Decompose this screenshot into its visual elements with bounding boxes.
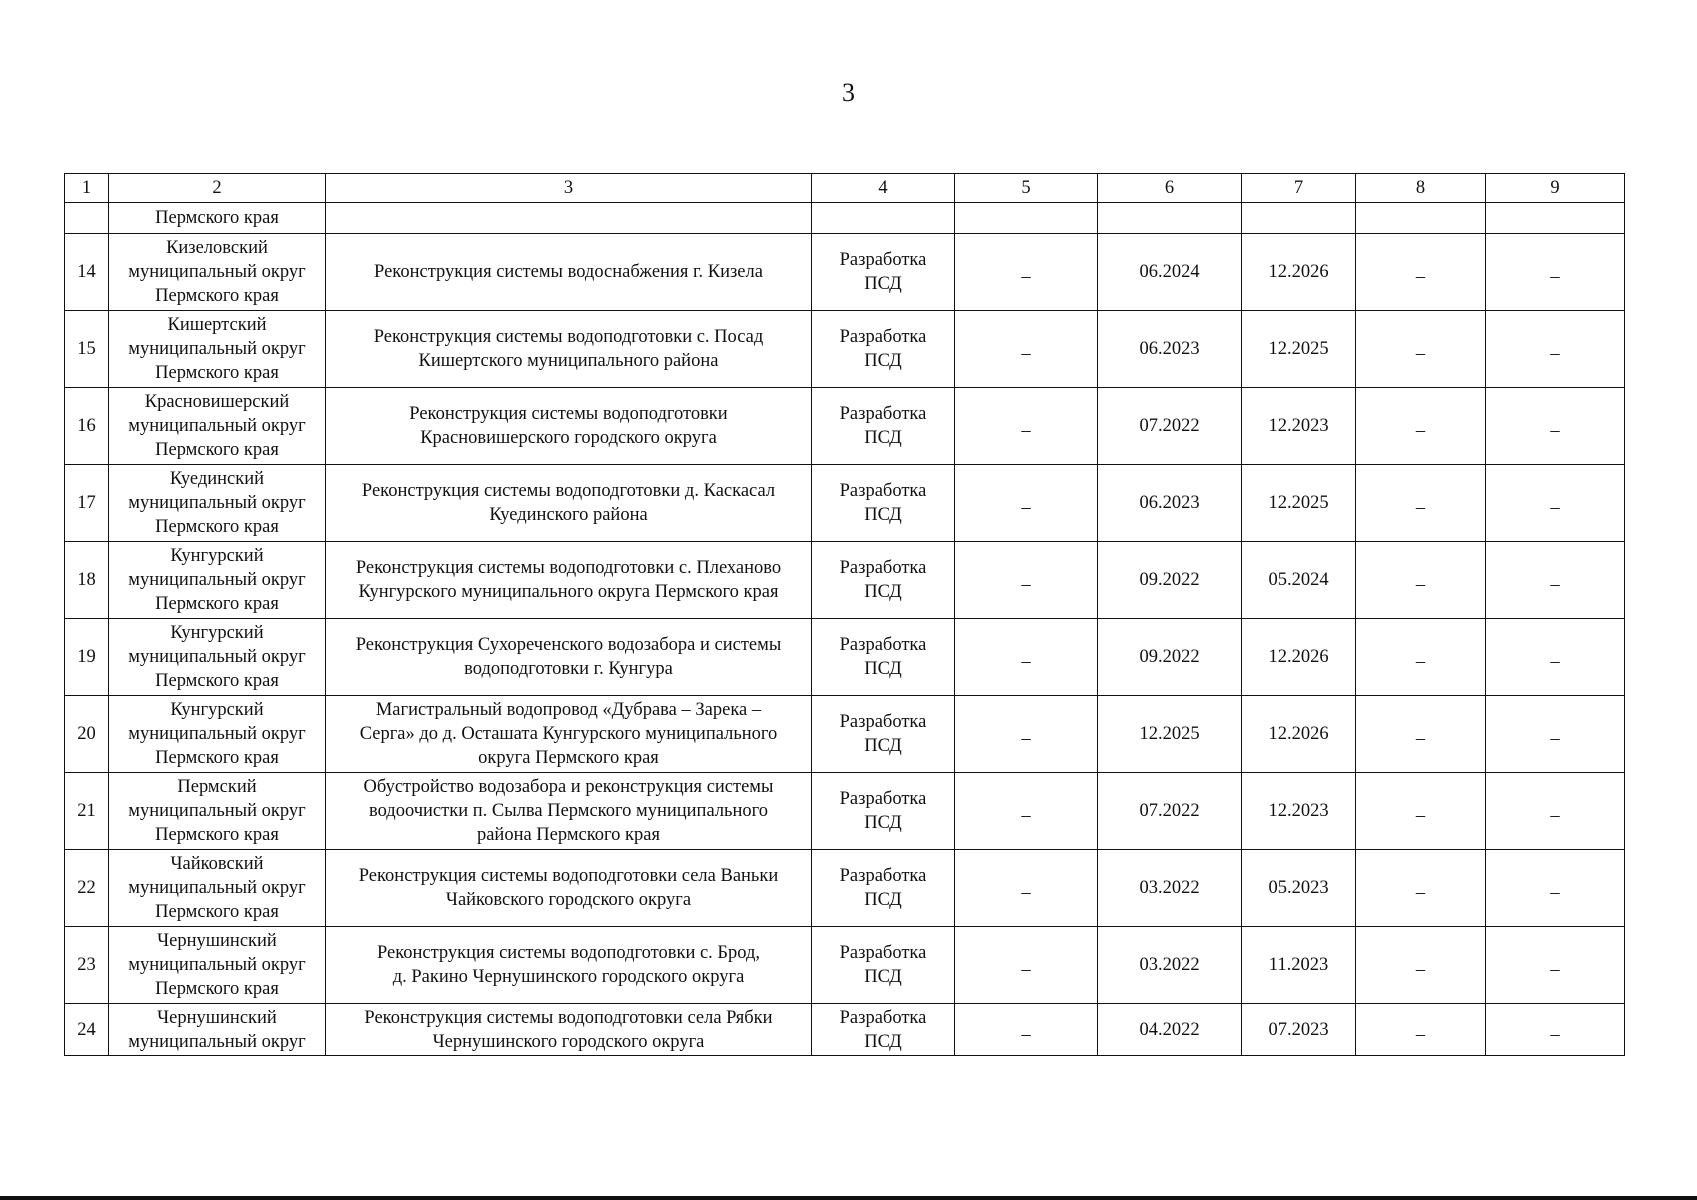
- cell-col5-value: –: [1021, 652, 1031, 672]
- cell-start: [1098, 696, 1242, 773]
- cell-end-value: 05.2023: [1268, 878, 1329, 898]
- cell-object-line: Серга» до д. Осташата Кунгурского муниципального: [359, 724, 778, 744]
- cell-end: [1242, 311, 1356, 388]
- cell-num: [65, 311, 109, 388]
- cell-start: [1098, 203, 1242, 234]
- cell-num-value: 14: [77, 262, 96, 282]
- cell-col5-value: –: [1021, 1024, 1031, 1045]
- cell-start: [1098, 850, 1242, 927]
- cell-object-line: Реконструкция системы водоподготовки села Ваньки: [358, 866, 779, 886]
- cell-end: [1242, 927, 1356, 1004]
- cell-municipality: [109, 696, 326, 773]
- cell-object-line: Куединского района: [489, 505, 648, 525]
- cell-municipality-line: Чайковский: [170, 854, 264, 874]
- cell-start-value: 04.2022: [1139, 1019, 1200, 1040]
- cell-object: [326, 619, 812, 696]
- cell-object-line: Обустройство водозабора и реконструкция системы: [363, 777, 774, 797]
- cell-end: [1242, 465, 1356, 542]
- cell-end-value: 12.2026: [1268, 724, 1329, 744]
- cell-col5-value: –: [1021, 883, 1031, 903]
- column-header: 1: [65, 174, 109, 203]
- cell-municipality-line: муниципальный округ: [128, 878, 306, 898]
- cell-end: [1242, 850, 1356, 927]
- cell-num-value: 22: [77, 878, 96, 898]
- cell-col9: [1486, 927, 1625, 1004]
- cell-municipality: [109, 465, 326, 542]
- cell-col9-value: –: [1550, 652, 1560, 672]
- cell-stage: [812, 619, 955, 696]
- cell-col8: [1356, 542, 1486, 619]
- table-row: [65, 311, 1625, 388]
- cell-start-value: 09.2022: [1139, 570, 1200, 590]
- cell-col9-value: –: [1550, 498, 1560, 518]
- cell-stage-line: ПСД: [864, 351, 902, 371]
- cell-col5-value: –: [1021, 806, 1031, 826]
- cell-num-value: 17: [77, 493, 96, 513]
- cell-municipality-line: Пермского края: [155, 825, 279, 845]
- cell-col8-value: –: [1415, 806, 1426, 826]
- cell-col9-value: –: [1550, 729, 1560, 749]
- cell-num: [65, 773, 109, 850]
- cell-stage-line: ПСД: [864, 505, 902, 525]
- cell-start: [1098, 388, 1242, 465]
- cell-start-value: 06.2024: [1139, 262, 1200, 282]
- cell-start-value: 06.2023: [1139, 493, 1200, 513]
- cell-stage-line: ПСД: [864, 428, 902, 448]
- cell-stage: [812, 927, 955, 1004]
- cell-col5: [955, 234, 1098, 311]
- cell-end-value: 12.2026: [1268, 647, 1329, 667]
- cell-object: [326, 773, 812, 850]
- cell-object-line: Кунгурского муниципального округа Пермского края: [358, 582, 779, 602]
- cell-start-value: 12.2025: [1139, 724, 1200, 744]
- cell-start: [1098, 542, 1242, 619]
- cell-stage-line: ПСД: [864, 1031, 902, 1052]
- cell-object-line: Чайковского городского округа: [445, 890, 692, 910]
- cell-object: [326, 465, 812, 542]
- cell-stage: [812, 1004, 955, 1056]
- cell-end-value: 11.2023: [1268, 955, 1329, 975]
- cell-col5-value: –: [1021, 344, 1031, 364]
- cell-num: [65, 542, 109, 619]
- cell-municipality-line: Пермского края: [155, 517, 279, 537]
- cell-col8-value: –: [1415, 575, 1426, 595]
- cell-stage: [812, 465, 955, 542]
- cell-stage-line: ПСД: [864, 736, 902, 756]
- table-body: [65, 174, 1625, 1056]
- cell-col5: [955, 1004, 1098, 1056]
- cell-municipality: [109, 773, 326, 850]
- cell-num-value: 20: [77, 724, 96, 744]
- cell-stage: [812, 234, 955, 311]
- cell-col8: [1356, 465, 1486, 542]
- cell-end-value: 12.2026: [1268, 262, 1329, 282]
- cell-end-value: 12.2023: [1268, 801, 1329, 821]
- cell-object: [326, 696, 812, 773]
- cell-stage-line: ПСД: [864, 274, 902, 294]
- cell-municipality-line: Пермского края: [155, 440, 279, 460]
- cell-col9: [1486, 850, 1625, 927]
- cell-col5: [955, 388, 1098, 465]
- cell-municipality-line: Кишертский: [167, 315, 267, 335]
- cell-object-line: водоочистки п. Сылва Пермского муниципального: [368, 801, 769, 821]
- cell-stage: [812, 773, 955, 850]
- cell-num: [65, 1004, 109, 1056]
- cell-end-value: 12.2025: [1268, 339, 1329, 359]
- cell-municipality: [109, 619, 326, 696]
- column-header: 6: [1098, 174, 1242, 203]
- cell-municipality-line: муниципальный округ: [128, 493, 306, 513]
- cell-col8: [1356, 927, 1486, 1004]
- cell-start: [1098, 619, 1242, 696]
- cell-municipality-line: муниципальный округ: [128, 339, 306, 359]
- cell-municipality-line: муниципальный округ: [128, 724, 306, 744]
- cell-start-value: 03.2022: [1139, 955, 1200, 975]
- table-row: [65, 619, 1625, 696]
- column-header: 5: [955, 174, 1098, 203]
- cell-start: [1098, 234, 1242, 311]
- cell-col5-value: –: [1021, 498, 1031, 518]
- cell-num: [65, 696, 109, 773]
- cell-num-value: 23: [77, 955, 96, 975]
- cell-col5: [955, 619, 1098, 696]
- table-row: [65, 234, 1625, 311]
- cell-col8-value: –: [1415, 960, 1426, 980]
- cell-municipality-line: Пермского края: [155, 594, 279, 614]
- cell-stage-line: Разработка: [839, 481, 927, 501]
- cell-municipality-line: Куединский: [169, 469, 265, 489]
- cell-stage-line: ПСД: [864, 890, 902, 910]
- cell-object-line: Кишертского муниципального района: [418, 351, 719, 371]
- cell-municipality: [109, 234, 326, 311]
- cell-stage-line: Разработка: [839, 866, 927, 886]
- cell-num-value: 24: [77, 1019, 96, 1040]
- cell-col5: [955, 773, 1098, 850]
- cell-municipality-line: муниципальный округ: [128, 416, 306, 436]
- cell-col8-value: –: [1415, 652, 1426, 672]
- cell-stage: [812, 850, 955, 927]
- cell-object-line: Реконструкция системы водоподготовки с. Плеханово: [355, 558, 782, 578]
- cell-stage-line: Разработка: [839, 327, 927, 347]
- cell-col8: [1356, 234, 1486, 311]
- cell-municipality-line: муниципальный округ: [128, 955, 306, 975]
- cell-municipality-line: Пермского края: [155, 748, 279, 768]
- cell-col5-value: –: [1021, 960, 1031, 980]
- cell-col5: [955, 203, 1098, 234]
- cell-col8: [1356, 1004, 1486, 1056]
- cell-col5-value: –: [1021, 575, 1031, 595]
- cell-municipality-line: Чернушинский: [157, 1007, 277, 1028]
- cell-stage-line: Разработка: [839, 789, 927, 809]
- cell-col9-value: –: [1550, 344, 1560, 364]
- cell-col9-value: –: [1550, 883, 1560, 903]
- cell-object-line: Реконструкция системы водоподготовки д. Каскасал: [361, 481, 776, 501]
- cell-stage-line: Разработка: [839, 635, 927, 655]
- cell-object-line: д. Ракино Чернушинского городского округа: [392, 967, 745, 987]
- cell-col5: [955, 311, 1098, 388]
- cell-municipality-line: муниципальный округ: [128, 647, 306, 667]
- cell-start: [1098, 1004, 1242, 1056]
- cell-col8: [1356, 696, 1486, 773]
- cell-num-value: 21: [77, 801, 96, 821]
- table-row: [65, 1004, 1625, 1056]
- cell-municipality-line: Кунгурский: [170, 623, 264, 643]
- continuation-row: [65, 203, 1625, 234]
- cell-end: [1242, 1004, 1356, 1056]
- cell-num-value: 16: [77, 416, 96, 436]
- cell-object-line: Красновишерского городского округа: [420, 428, 717, 448]
- cell-stage-line: Разработка: [839, 712, 927, 732]
- cell-col8-value: –: [1415, 883, 1426, 903]
- table-row: [65, 696, 1625, 773]
- cell-col5: [955, 465, 1098, 542]
- cell-stage-line: Разработка: [839, 558, 927, 578]
- cell-object: [326, 203, 812, 234]
- cell-stage-line: Разработка: [839, 943, 927, 963]
- cell-col9-value: –: [1550, 806, 1560, 826]
- cell-stage: [812, 542, 955, 619]
- cell-object-line: Реконструкция системы водоподготовки: [409, 404, 728, 424]
- cell-municipality-line: Пермский: [177, 777, 257, 797]
- cell-start: [1098, 465, 1242, 542]
- cell-municipality-line: Чернушинский: [157, 931, 277, 951]
- cell-col9-value: –: [1550, 421, 1560, 441]
- cell-object: [326, 234, 812, 311]
- cell-municipality-line: муниципальный округ: [128, 570, 306, 590]
- cell-stage-line: Разработка: [839, 404, 927, 424]
- cell-object: [326, 542, 812, 619]
- cell-start: [1098, 311, 1242, 388]
- cell-col9: [1486, 1004, 1625, 1056]
- cell-col8: [1356, 773, 1486, 850]
- cell-municipality-line: Пермского края: [155, 979, 279, 999]
- cell-object-line: района Пермского края: [476, 825, 661, 845]
- cell-municipality-line: Пермского края: [155, 363, 279, 383]
- cell-object: [326, 311, 812, 388]
- cell-stage-line: Разработка: [839, 1007, 927, 1028]
- column-header: 4: [812, 174, 955, 203]
- cell-col9: [1486, 465, 1625, 542]
- cell-municipality-line: Пермского края: [155, 286, 279, 306]
- cell-num: [65, 619, 109, 696]
- cell-end-value: 05.2024: [1268, 570, 1329, 590]
- cell-stage-line: ПСД: [864, 813, 902, 833]
- cell-start-value: 07.2022: [1139, 416, 1200, 436]
- cell-col8: [1356, 388, 1486, 465]
- cell-municipality: Пермского края: [109, 203, 326, 234]
- cell-municipality: [109, 311, 326, 388]
- column-header: 8: [1356, 174, 1486, 203]
- page-number: 3: [842, 78, 855, 107]
- cell-col9-value: –: [1550, 267, 1560, 287]
- scan-edge-bar: [0, 1196, 1697, 1200]
- cell-num-value: 18: [77, 570, 96, 590]
- cell-stage: [812, 388, 955, 465]
- cell-start-value: 07.2022: [1139, 801, 1200, 821]
- cell-num: [65, 234, 109, 311]
- cell-col9-value: –: [1550, 960, 1560, 980]
- cell-col5: [955, 927, 1098, 1004]
- cell-col9: [1486, 696, 1625, 773]
- cell-col5-value: –: [1021, 421, 1031, 441]
- cell-municipality: [109, 927, 326, 1004]
- cell-col9-value: –: [1550, 1024, 1560, 1045]
- cell-start-value: 03.2022: [1139, 878, 1200, 898]
- cell-municipality-line: муниципальный округ: [128, 801, 306, 821]
- cell-municipality-line: Красновишерский: [144, 392, 290, 412]
- cell-num-value: 15: [77, 339, 96, 359]
- cell-stage: [812, 203, 955, 234]
- cell-municipality-line: муниципальный округ: [128, 1031, 306, 1052]
- cell-stage-line: ПСД: [864, 967, 902, 987]
- cell-col8-value: –: [1415, 1024, 1426, 1045]
- cell-municipality-line: Пермского края: [155, 671, 279, 691]
- cell-object-line: Реконструкция системы водоснабжения г. Кизела: [374, 262, 763, 282]
- table-row: [65, 773, 1625, 850]
- cell-municipality: [109, 850, 326, 927]
- cell-end-value: 07.2023: [1268, 1019, 1329, 1040]
- cell-stage: [812, 311, 955, 388]
- cell-object-line: Реконструкция системы водоподготовки с. Брод,: [376, 943, 761, 963]
- cell-num-value: 19: [77, 647, 96, 667]
- cell-stage: [812, 696, 955, 773]
- cell-col5: [955, 850, 1098, 927]
- cell-stage-line: ПСД: [864, 582, 902, 602]
- column-number-header-row: [65, 174, 1625, 203]
- cell-col8: [1356, 203, 1486, 234]
- column-header: 9: [1486, 174, 1625, 203]
- program-table: [64, 173, 1625, 1056]
- cell-start-value: 09.2022: [1139, 647, 1200, 667]
- cell-col9: [1486, 542, 1625, 619]
- cell-col9-value: –: [1550, 575, 1560, 595]
- cell-object-line: Чернушинского городского округа: [432, 1031, 705, 1052]
- cell-col8: [1356, 311, 1486, 388]
- cell-col5-value: –: [1021, 729, 1031, 749]
- cell-col8-value: –: [1415, 421, 1426, 441]
- cell-num: [65, 465, 109, 542]
- cell-end: [1242, 542, 1356, 619]
- cell-col8: [1356, 850, 1486, 927]
- cell-end: [1242, 696, 1356, 773]
- cell-col9: [1486, 619, 1625, 696]
- cell-col8-value: –: [1415, 267, 1426, 287]
- cell-col9: [1486, 773, 1625, 850]
- cell-col5: [955, 542, 1098, 619]
- cell-end: [1242, 388, 1356, 465]
- cell-col9: [1486, 234, 1625, 311]
- cell-end: [1242, 234, 1356, 311]
- cell-object-line: округа Пермского края: [478, 748, 659, 768]
- cell-end-value: 12.2025: [1268, 493, 1329, 513]
- table-row: [65, 388, 1625, 465]
- cell-start: [1098, 927, 1242, 1004]
- cell-object-line: Реконструкция системы водоподготовки села Рябки: [364, 1007, 773, 1028]
- cell-municipality-line: муниципальный округ: [128, 262, 306, 282]
- cell-municipality-line: Кунгурский: [170, 700, 264, 720]
- cell-municipality-line: Пермского края: [155, 902, 279, 922]
- cell-stage-line: Разработка: [839, 250, 927, 270]
- table-row: [65, 850, 1625, 927]
- column-header: 7: [1242, 174, 1356, 203]
- cell-col8-value: –: [1415, 729, 1426, 749]
- cell-num: [65, 850, 109, 927]
- cell-object: [326, 850, 812, 927]
- cell-stage-line: ПСД: [864, 659, 902, 679]
- cell-object: [326, 1004, 812, 1056]
- cell-end: [1242, 619, 1356, 696]
- cell-municipality-line: Кизеловский: [166, 238, 268, 258]
- table-row: [65, 465, 1625, 542]
- column-header: 2: [109, 174, 326, 203]
- cell-col8: [1356, 619, 1486, 696]
- column-header: 3: [326, 174, 812, 203]
- cell-col9: [1486, 388, 1625, 465]
- cell-municipality: [109, 388, 326, 465]
- cell-object-line: Магистральный водопровод «Дубрава – Зарека –: [375, 700, 762, 720]
- cell-object-line: водоподготовки г. Кунгура: [464, 659, 673, 679]
- cell-num: [65, 203, 109, 234]
- cell-object-line: Реконструкция Сухореченского водозабора и системы: [355, 635, 782, 655]
- cell-end-value: 12.2023: [1268, 416, 1329, 436]
- cell-num: [65, 927, 109, 1004]
- cell-col9: [1486, 203, 1625, 234]
- cell-object-line: Реконструкция системы водоподготовки с. Посад: [373, 327, 764, 347]
- cell-num: [65, 388, 109, 465]
- cell-start-value: 06.2023: [1139, 339, 1200, 359]
- cell-start: [1098, 773, 1242, 850]
- cell-end: [1242, 773, 1356, 850]
- table-row: [65, 542, 1625, 619]
- table-row: [65, 927, 1625, 1004]
- cell-municipality: [109, 542, 326, 619]
- cell-col8-value: –: [1415, 498, 1426, 518]
- cell-col9: [1486, 311, 1625, 388]
- cell-municipality-line: Кунгурский: [170, 546, 264, 566]
- cell-col5-value: –: [1021, 267, 1031, 287]
- cell-object: [326, 388, 812, 465]
- cell-end: [1242, 203, 1356, 234]
- cell-col5: [955, 696, 1098, 773]
- cell-col8-value: –: [1415, 344, 1426, 364]
- cell-object: [326, 927, 812, 1004]
- cell-municipality: [109, 1004, 326, 1056]
